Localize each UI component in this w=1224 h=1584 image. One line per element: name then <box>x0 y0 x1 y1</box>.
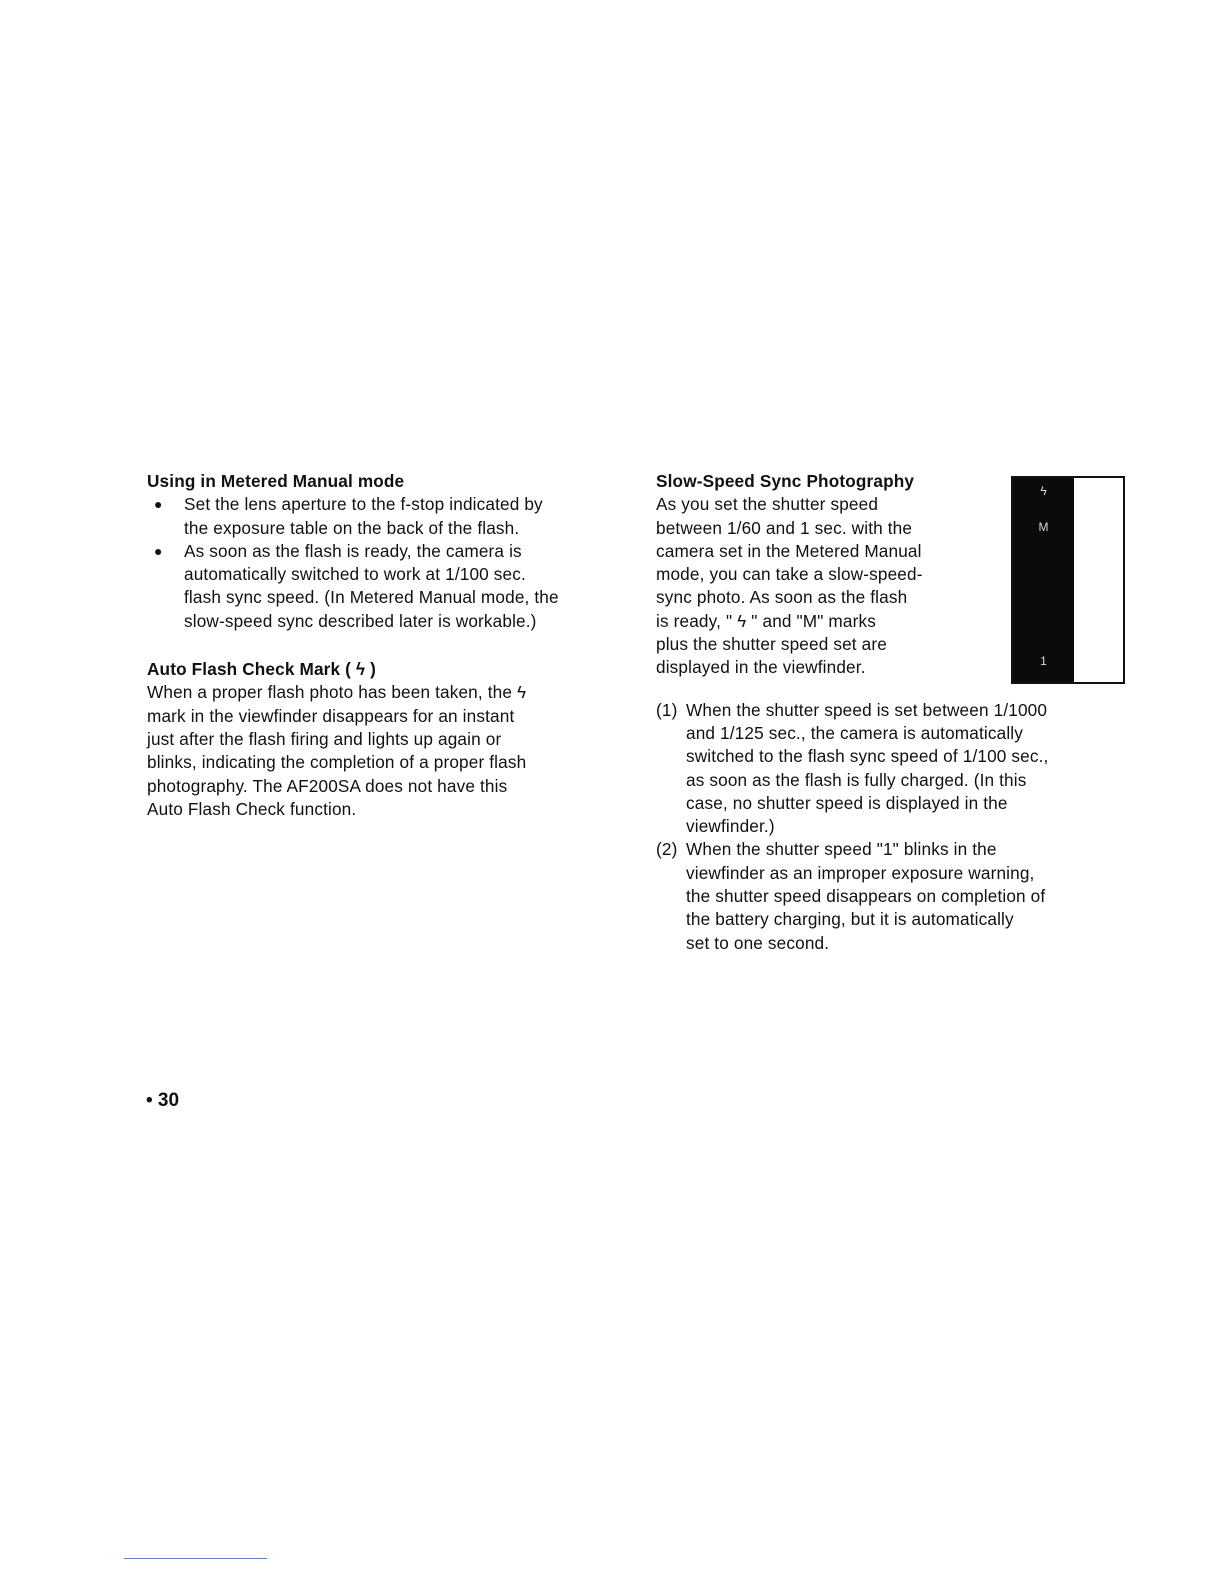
text-line: As you set the shutter speed <box>656 494 879 515</box>
list-item <box>656 838 1126 954</box>
metered-manual-list <box>147 493 637 633</box>
mode-mark: M <box>1038 520 1049 534</box>
slow-sync-heading: Slow-Speed Sync Photography <box>656 471 915 491</box>
shutter-speed-mark: 1 <box>1040 654 1047 668</box>
auto-flash-check-heading: Auto Flash Check Mark ( ϟ ) <box>147 659 376 680</box>
numbered-list <box>656 699 1126 955</box>
text-line: slow-speed sync described later is workable.) <box>184 610 537 631</box>
flash-mark-icon: ϟ <box>1040 484 1047 498</box>
bullet-icon: ● <box>154 496 163 513</box>
item-number: (1) <box>656 699 678 720</box>
text-line: automatically switched to work at 1/100 sec. <box>184 564 526 585</box>
text-line: between 1/60 and 1 sec. with the <box>656 517 913 538</box>
viewfinder-display-strip <box>1013 478 1074 682</box>
text-line: Auto Flash Check function. <box>147 798 357 819</box>
text-line: the battery charging, but it is automatically <box>686 909 1014 930</box>
text-line: viewfinder as an improper exposure warning, <box>686 862 1035 883</box>
text-line: switched to the flash sync speed of 1/100 sec., <box>686 746 1049 767</box>
text-line: plus the shutter speed set are <box>656 634 887 655</box>
item-number: (2) <box>656 839 678 860</box>
auto-flash-check-paragraph <box>147 681 637 821</box>
text-line: When the shutter speed "1" blinks in the <box>686 839 997 860</box>
text-line: When the shutter speed is set between 1/1000 <box>686 699 1048 720</box>
text-line: blinks, indicating the completion of a proper flash <box>147 752 527 773</box>
text-line: case, no shutter speed is displayed in the <box>686 792 1008 813</box>
text-line: and 1/125 sec., the camera is automatically <box>686 722 1024 743</box>
text-line: displayed in the viewfinder. <box>656 657 866 678</box>
text-line: the exposure table on the back of the flash. <box>184 517 520 538</box>
metered-manual-heading: Using in Metered Manual mode <box>147 471 405 491</box>
text-line: as soon as the flash is fully charged. (In this <box>686 769 1027 790</box>
text-line: When a proper flash photo has been taken, the ϟ <box>147 682 527 703</box>
list-item <box>147 493 637 540</box>
bullet-icon: ● <box>154 542 163 559</box>
text-line: flash sync speed. (In Metered Manual mode, the <box>184 587 559 608</box>
text-line: mode, you can take a slow-speed- <box>656 564 923 585</box>
list-item <box>656 699 1126 839</box>
footer-rule <box>124 1558 267 1559</box>
text-line: As soon as the flash is ready, the camera is <box>184 540 522 561</box>
text-line: set to one second. <box>686 932 830 953</box>
text-line: photography. The AF200SA does not have this <box>147 775 508 796</box>
viewfinder-illustration <box>1011 476 1125 684</box>
text-line: the shutter speed disappears on completion of <box>686 886 1046 907</box>
text-line: mark in the viewfinder disappears for an instant <box>147 705 515 726</box>
list-item <box>147 540 637 633</box>
text-line: just after the flash firing and lights up again or <box>147 728 502 749</box>
text-line: camera set in the Metered Manual <box>656 540 922 561</box>
text-line: Set the lens aperture to the f-stop indicated by <box>184 494 543 515</box>
page-number: • 30 <box>146 1090 180 1111</box>
text-line: viewfinder.) <box>686 816 775 837</box>
left-column <box>147 470 637 821</box>
text-line: is ready, " ϟ " and "M" marks <box>656 610 876 631</box>
section-gap <box>147 633 637 658</box>
slow-sync-intro <box>656 470 986 680</box>
text-line: sync photo. As soon as the flash <box>656 587 908 608</box>
